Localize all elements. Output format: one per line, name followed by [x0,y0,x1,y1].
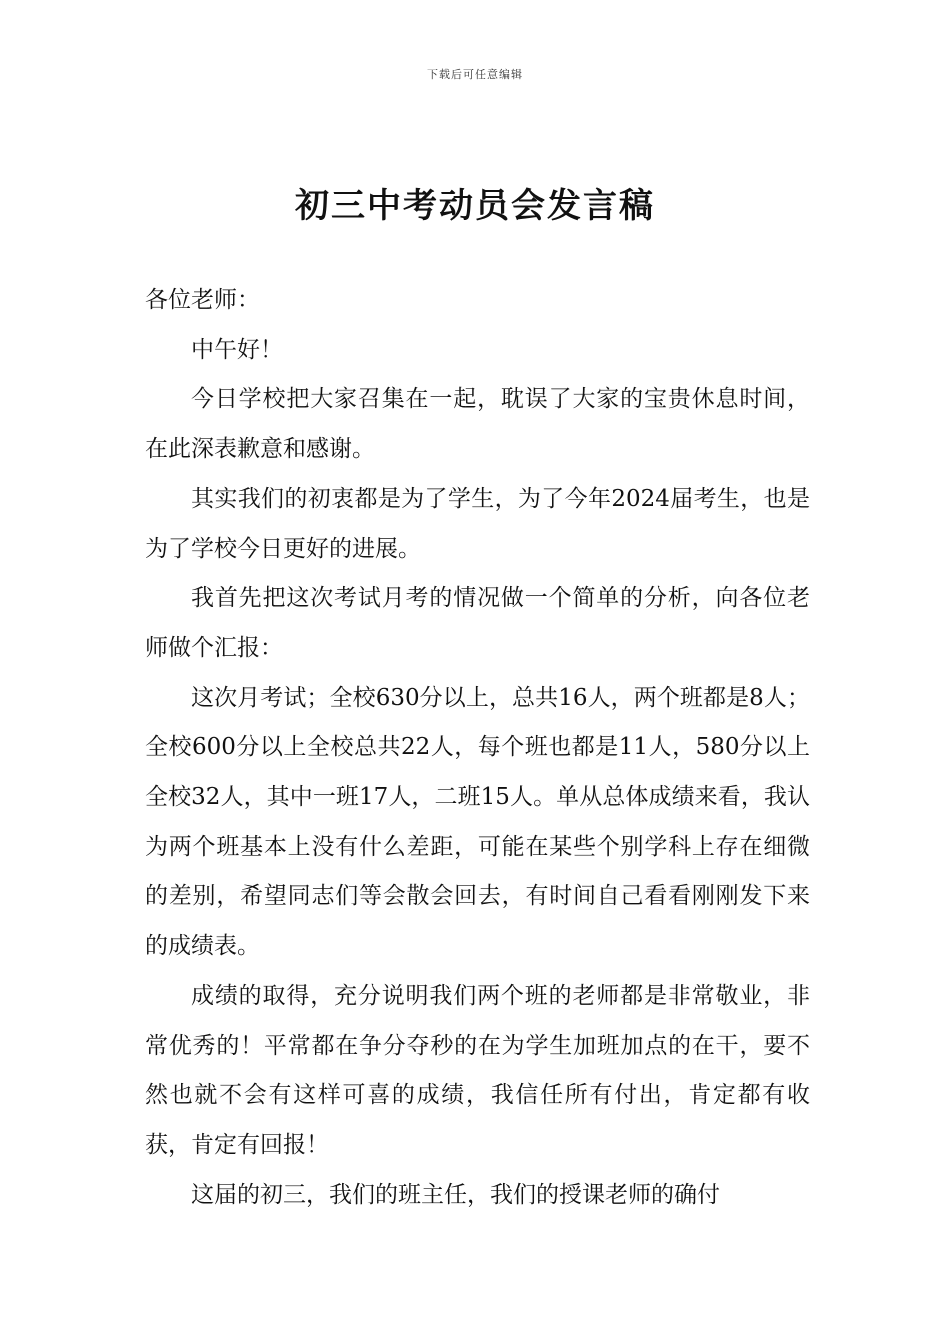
paragraph: 成绩的取得，充分说明我们两个班的老师都是非常敬业，非常优秀的！平常都在争分夺秒的在为学生加班加点的在干，要不然也就不会有这样可喜的成绩，我信任所有付出，肯定都有收获，肯定有回报！ [145,982,810,1158]
paragraph-greeting: 中午好！ [191,336,283,363]
paragraph: 这届的初三，我们的班主任，我们的授课老师的确付 [191,1181,720,1208]
document-title: 初三中考动员会发言稿 [295,186,655,226]
document-body [145,276,810,1220]
paragraph: 这次月考试；全校630分以上，总共16人，两个班都是8人；全校600分以上全校总共22人，每个班也都是11人，580分以上全校32人，其中一班17人，二班15人。单从总体成绩来看，我认为两个班基本上没有什么差距，可能在某些个别学科上存在细微的差别，希望同志们等会散会回去，有时间自己看看刚刚发下来的成绩表。 [145,684,810,960]
salutation: 各位老师： [145,287,260,313]
header-note: 下载后可任意编辑 [427,68,523,81]
paragraph: 今日学校把大家召集在一起，耽误了大家的宝贵休息时间，在此深表歉意和感谢。 [145,386,810,463]
paragraph: 其实我们的初衷都是为了学生，为了今年2024届考生，也是为了学校今日更好的进展。 [145,485,810,562]
paragraph: 我首先把这次考试月考的情况做一个简单的分析，向各位老师做个汇报： [145,585,810,661]
